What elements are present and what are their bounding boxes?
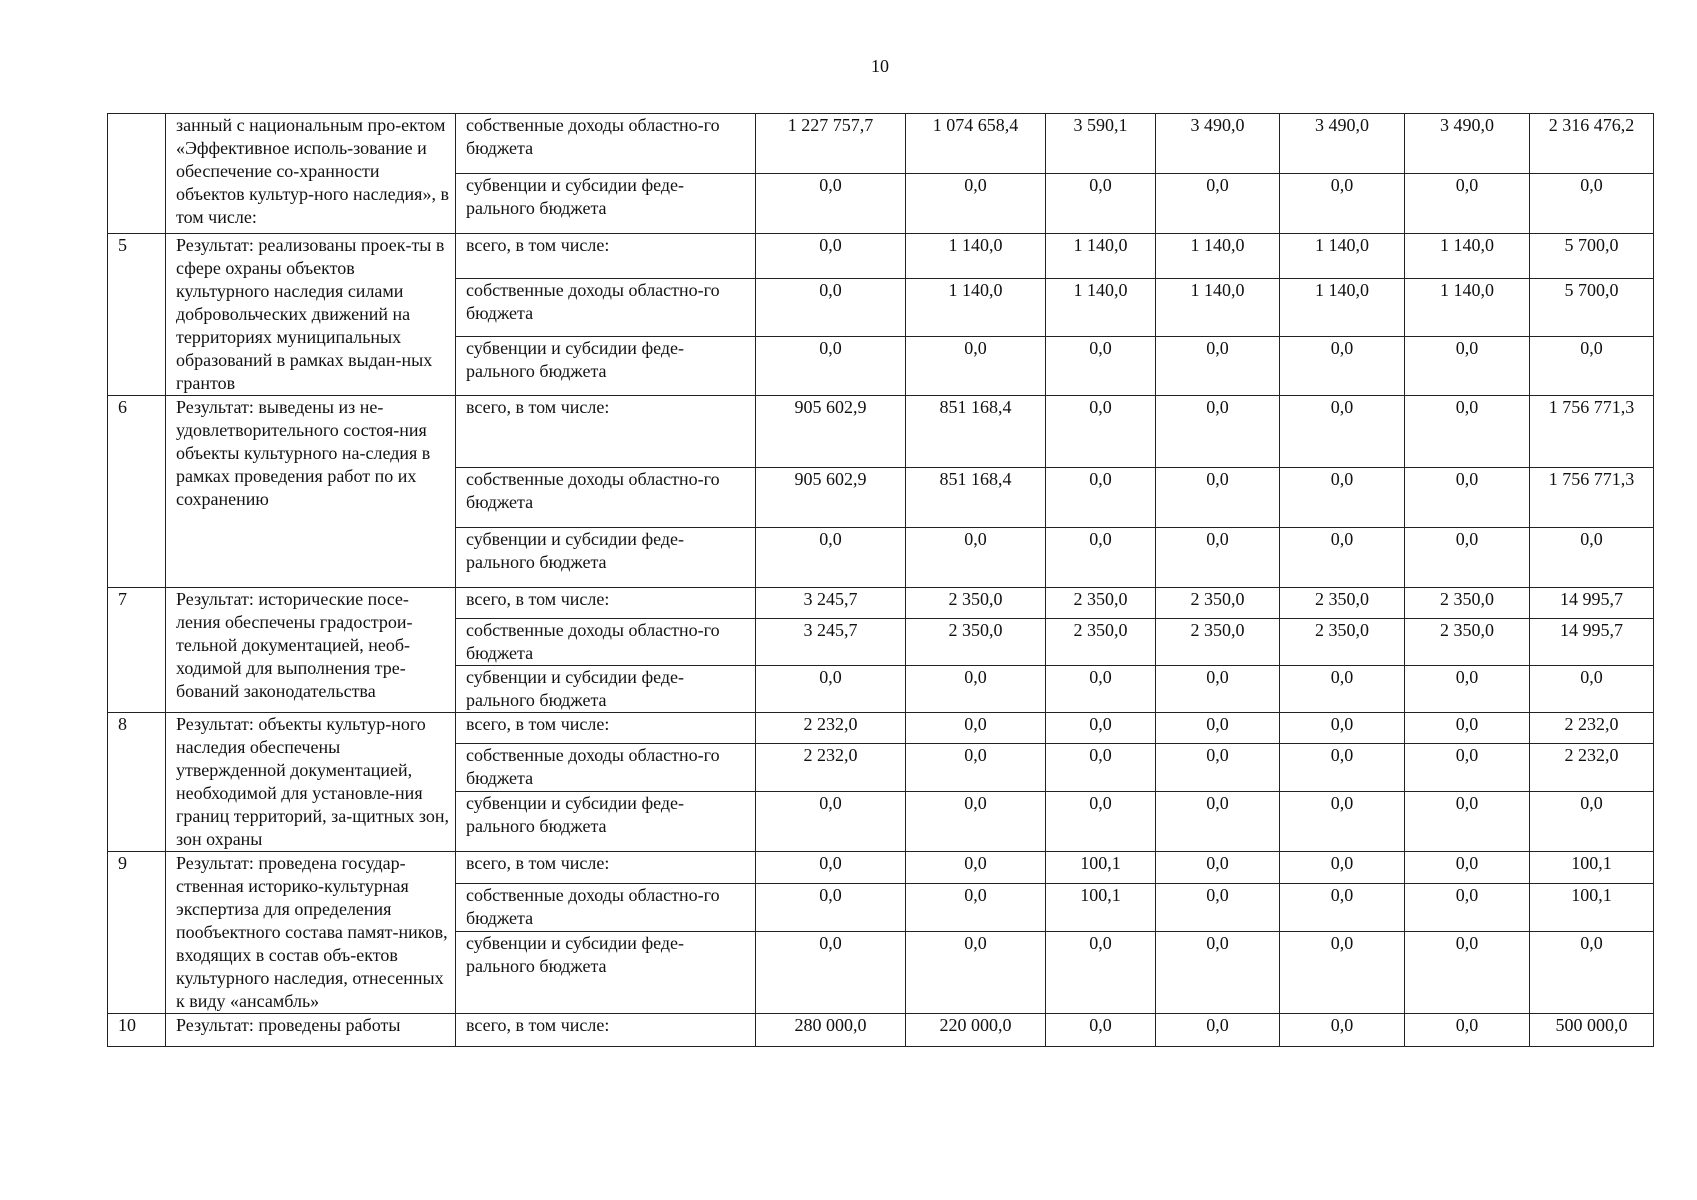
- year-value-cell: 0,0: [1046, 713, 1156, 744]
- table-row: [108, 396, 1654, 468]
- year-value-cell: 0,0: [1046, 468, 1156, 528]
- year-value-cell: 1 140,0: [1405, 234, 1530, 279]
- total-value-cell: 0,0: [1530, 174, 1654, 234]
- total-value-cell: 100,1: [1530, 852, 1654, 884]
- year-value-cell: 0,0: [1156, 931, 1280, 1013]
- year-value-cell: 0,0: [756, 852, 906, 884]
- year-value-cell: 0,0: [1405, 528, 1530, 588]
- year-value-cell: 0,0: [1156, 468, 1280, 528]
- table-row: [108, 713, 1654, 744]
- year-value-cell: 2 350,0: [1280, 588, 1405, 619]
- year-value-cell: 0,0: [1405, 713, 1530, 744]
- year-value-cell: 0,0: [1156, 713, 1280, 744]
- total-value-cell: 100,1: [1530, 883, 1654, 931]
- total-value-cell: 500 000,0: [1530, 1014, 1654, 1047]
- table-row: [108, 852, 1654, 884]
- row-index-cell: 8: [108, 713, 166, 852]
- year-value-cell: 0,0: [1405, 337, 1530, 396]
- year-value-cell: 0,0: [1405, 852, 1530, 884]
- year-value-cell: 3 590,1: [1046, 114, 1156, 174]
- year-value-cell: 2 232,0: [756, 713, 906, 744]
- year-value-cell: 0,0: [1156, 528, 1280, 588]
- year-value-cell: 3 490,0: [1405, 114, 1530, 174]
- total-value-cell: 2 316 476,2: [1530, 114, 1654, 174]
- result-description-cell: занный с национальным про-ектом «Эффективное исполь-зование и обеспечение со-хранности объектов культур-ного наследия», в том числе:: [166, 114, 456, 234]
- total-value-cell: 0,0: [1530, 528, 1654, 588]
- year-value-cell: 0,0: [756, 528, 906, 588]
- year-value-cell: 0,0: [1405, 174, 1530, 234]
- year-value-cell: 100,1: [1046, 852, 1156, 884]
- year-value-cell: 0,0: [756, 174, 906, 234]
- total-value-cell: 1 756 771,3: [1530, 468, 1654, 528]
- year-value-cell: 0,0: [1046, 337, 1156, 396]
- funding-source-cell: субвенции и субсидии феде-рального бюджета: [456, 791, 756, 851]
- year-value-cell: 0,0: [1046, 396, 1156, 468]
- result-description-cell: Результат: проведена государ-ственная историко-культурная экспертиза для определения пообъектного состава памят-ников, входящих в состав объ-ектов культурного наследия, отнесенных к виду «ансамбль»: [166, 852, 456, 1014]
- year-value-cell: 2 232,0: [756, 744, 906, 791]
- year-value-cell: 0,0: [1405, 396, 1530, 468]
- year-value-cell: 0,0: [1280, 744, 1405, 791]
- total-value-cell: 5 700,0: [1530, 278, 1654, 337]
- row-index-cell: 6: [108, 396, 166, 588]
- year-value-cell: 1 140,0: [906, 234, 1046, 279]
- year-value-cell: 0,0: [1156, 396, 1280, 468]
- funding-source-cell: всего, в том числе:: [456, 234, 756, 279]
- total-value-cell: 5 700,0: [1530, 234, 1654, 279]
- year-value-cell: 0,0: [1405, 791, 1530, 851]
- total-value-cell: 0,0: [1530, 791, 1654, 851]
- funding-source-cell: собственные доходы областно-го бюджета: [456, 744, 756, 791]
- year-value-cell: 0,0: [1280, 883, 1405, 931]
- year-value-cell: 1 140,0: [1046, 278, 1156, 337]
- year-value-cell: 2 350,0: [1405, 619, 1530, 666]
- year-value-cell: 100,1: [1046, 883, 1156, 931]
- year-value-cell: 1 140,0: [1405, 278, 1530, 337]
- year-value-cell: 0,0: [906, 744, 1046, 791]
- year-value-cell: 0,0: [1405, 468, 1530, 528]
- year-value-cell: 0,0: [906, 931, 1046, 1013]
- budget-table: [107, 113, 1654, 1047]
- funding-source-cell: всего, в том числе:: [456, 852, 756, 884]
- total-value-cell: 0,0: [1530, 337, 1654, 396]
- year-value-cell: 0,0: [1280, 396, 1405, 468]
- total-value-cell: 2 232,0: [1530, 713, 1654, 744]
- funding-source-cell: всего, в том числе:: [456, 1014, 756, 1047]
- row-index-cell: 7: [108, 588, 166, 713]
- year-value-cell: 0,0: [1156, 883, 1280, 931]
- funding-source-cell: субвенции и субсидии феде-рального бюджета: [456, 174, 756, 234]
- row-index-cell: 10: [108, 1014, 166, 1047]
- year-value-cell: 0,0: [1156, 791, 1280, 851]
- result-description-cell: Результат: проведены работы: [166, 1014, 456, 1047]
- year-value-cell: 0,0: [1280, 852, 1405, 884]
- funding-source-cell: субвенции и субсидии феде-рального бюджета: [456, 931, 756, 1013]
- funding-source-cell: всего, в том числе:: [456, 396, 756, 468]
- year-value-cell: 0,0: [906, 666, 1046, 713]
- year-value-cell: 1 140,0: [1156, 234, 1280, 279]
- funding-source-cell: всего, в том числе:: [456, 588, 756, 619]
- year-value-cell: 0,0: [1405, 744, 1530, 791]
- year-value-cell: 1 140,0: [1280, 234, 1405, 279]
- year-value-cell: 0,0: [1156, 852, 1280, 884]
- year-value-cell: 1 140,0: [1046, 234, 1156, 279]
- row-index-cell: [108, 114, 166, 234]
- funding-source-cell: субвенции и субсидии феде-рального бюджета: [456, 337, 756, 396]
- funding-source-cell: субвенции и субсидии феде-рального бюджета: [456, 666, 756, 713]
- funding-source-cell: собственные доходы областно-го бюджета: [456, 619, 756, 666]
- year-value-cell: 0,0: [1280, 528, 1405, 588]
- table-row: [108, 114, 1654, 174]
- year-value-cell: 0,0: [1046, 666, 1156, 713]
- year-value-cell: 851 168,4: [906, 468, 1046, 528]
- year-value-cell: 0,0: [1405, 931, 1530, 1013]
- total-value-cell: 0,0: [1530, 931, 1654, 1013]
- year-value-cell: 0,0: [1046, 931, 1156, 1013]
- total-value-cell: 2 232,0: [1530, 744, 1654, 791]
- year-value-cell: 3 245,7: [756, 588, 906, 619]
- year-value-cell: 0,0: [756, 931, 906, 1013]
- year-value-cell: 0,0: [756, 791, 906, 851]
- year-value-cell: 0,0: [1156, 666, 1280, 713]
- year-value-cell: 220 000,0: [906, 1014, 1046, 1047]
- year-value-cell: 0,0: [1046, 174, 1156, 234]
- funding-source-cell: собственные доходы областно-го бюджета: [456, 278, 756, 337]
- total-value-cell: 14 995,7: [1530, 588, 1654, 619]
- table-row: [108, 234, 1654, 279]
- year-value-cell: 0,0: [1280, 931, 1405, 1013]
- year-value-cell: 1 140,0: [1156, 278, 1280, 337]
- year-value-cell: 0,0: [1156, 744, 1280, 791]
- year-value-cell: 905 602,9: [756, 468, 906, 528]
- result-description-cell: Результат: выведены из не-удовлетворительного состоя-ния объекты культурного на-следия в рамках проведения работ по их сохранению: [166, 396, 456, 588]
- year-value-cell: 0,0: [906, 852, 1046, 884]
- year-value-cell: 0,0: [756, 883, 906, 931]
- total-value-cell: 0,0: [1530, 666, 1654, 713]
- year-value-cell: 2 350,0: [1046, 619, 1156, 666]
- year-value-cell: 1 140,0: [1280, 278, 1405, 337]
- year-value-cell: 0,0: [756, 278, 906, 337]
- total-value-cell: 1 756 771,3: [1530, 396, 1654, 468]
- year-value-cell: 0,0: [1156, 174, 1280, 234]
- year-value-cell: 0,0: [1046, 791, 1156, 851]
- year-value-cell: 0,0: [906, 883, 1046, 931]
- year-value-cell: 2 350,0: [1280, 619, 1405, 666]
- year-value-cell: 0,0: [1405, 883, 1530, 931]
- row-index-cell: 5: [108, 234, 166, 396]
- funding-source-cell: собственные доходы областно-го бюджета: [456, 468, 756, 528]
- result-description-cell: Результат: реализованы проек-ты в сфере охраны объектов культурного наследия силами добровольческих движений на территориях муниципальных образований в рамках выдан-ных грантов: [166, 234, 456, 396]
- year-value-cell: 0,0: [1046, 1014, 1156, 1047]
- total-value-cell: 14 995,7: [1530, 619, 1654, 666]
- year-value-cell: 2 350,0: [906, 619, 1046, 666]
- year-value-cell: 905 602,9: [756, 396, 906, 468]
- year-value-cell: 0,0: [1280, 791, 1405, 851]
- year-value-cell: 1 140,0: [906, 278, 1046, 337]
- year-value-cell: 2 350,0: [1156, 619, 1280, 666]
- year-value-cell: 0,0: [906, 174, 1046, 234]
- funding-source-cell: субвенции и субсидии феде-рального бюджета: [456, 528, 756, 588]
- year-value-cell: 0,0: [1405, 666, 1530, 713]
- year-value-cell: 3 490,0: [1156, 114, 1280, 174]
- year-value-cell: 0,0: [756, 337, 906, 396]
- year-value-cell: 3 245,7: [756, 619, 906, 666]
- year-value-cell: 3 490,0: [1280, 114, 1405, 174]
- year-value-cell: 0,0: [906, 791, 1046, 851]
- year-value-cell: 2 350,0: [1046, 588, 1156, 619]
- table-row: [108, 588, 1654, 619]
- year-value-cell: 1 227 757,7: [756, 114, 906, 174]
- year-value-cell: 2 350,0: [1405, 588, 1530, 619]
- year-value-cell: 0,0: [1156, 1014, 1280, 1047]
- year-value-cell: 2 350,0: [906, 588, 1046, 619]
- year-value-cell: 0,0: [756, 666, 906, 713]
- year-value-cell: 0,0: [1280, 666, 1405, 713]
- funding-source-cell: собственные доходы областно-го бюджета: [456, 114, 756, 174]
- year-value-cell: 0,0: [1156, 337, 1280, 396]
- year-value-cell: 851 168,4: [906, 396, 1046, 468]
- funding-source-cell: собственные доходы областно-го бюджета: [456, 883, 756, 931]
- year-value-cell: 0,0: [1280, 713, 1405, 744]
- year-value-cell: 0,0: [756, 234, 906, 279]
- year-value-cell: 2 350,0: [1156, 588, 1280, 619]
- year-value-cell: 0,0: [1046, 744, 1156, 791]
- row-index-cell: 9: [108, 852, 166, 1014]
- year-value-cell: 0,0: [1280, 337, 1405, 396]
- table-row: [108, 1014, 1654, 1047]
- page-number: 10: [871, 56, 889, 76]
- year-value-cell: 0,0: [906, 528, 1046, 588]
- year-value-cell: 0,0: [1280, 174, 1405, 234]
- year-value-cell: 280 000,0: [756, 1014, 906, 1047]
- year-value-cell: 0,0: [1046, 528, 1156, 588]
- result-description-cell: Результат: объекты культур-ного наследия обеспечены утвержденной документацией, необходимой для установле-ния границ территорий, за-щитных зон, зон охраны: [166, 713, 456, 852]
- year-value-cell: 0,0: [906, 713, 1046, 744]
- funding-source-cell: всего, в том числе:: [456, 713, 756, 744]
- year-value-cell: 1 074 658,4: [906, 114, 1046, 174]
- result-description-cell: Результат: исторические посе-ления обеспечены градострои-тельной документацией, необ-ходимой для выполнения тре-бований законодательства: [166, 588, 456, 713]
- year-value-cell: 0,0: [1280, 468, 1405, 528]
- year-value-cell: 0,0: [1280, 1014, 1405, 1047]
- year-value-cell: 0,0: [906, 337, 1046, 396]
- year-value-cell: 0,0: [1405, 1014, 1530, 1047]
